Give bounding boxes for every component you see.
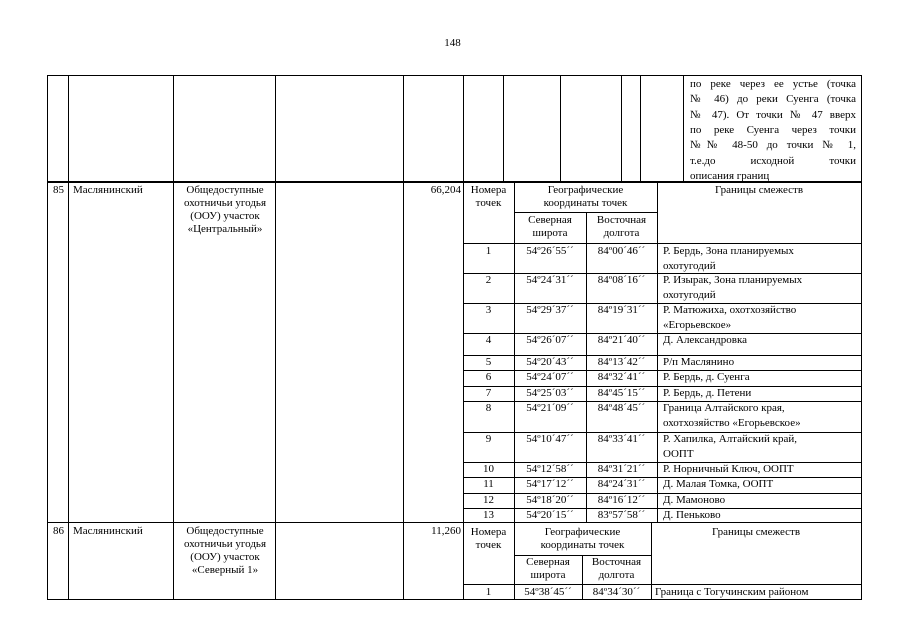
bottom-border [47,599,862,600]
column-rule [683,75,684,182]
longitude: 83º57´58´´ [597,509,646,521]
continuation-text: № 46) до реки Суенга (точка [690,93,856,106]
point-number: 12 [483,494,494,506]
latitude: 54º17´12´´ [526,478,574,490]
row-number: 86 [53,525,64,537]
column-rule [560,75,561,182]
header-rule [463,584,862,585]
border-description: Д. Пеньково [663,509,721,521]
latitude: 54º29´37´´ [526,304,574,316]
page-number: 148 [444,37,461,49]
longitude: 84º32´41´´ [597,371,646,383]
longitude: 84º08´16´´ [597,274,646,286]
border-description: ООПТ [663,447,694,460]
border-description: Р/п Маслянино [663,356,735,368]
border-description: Граница Алтайского края, [663,402,785,414]
header-points: Номера [470,184,507,196]
header-coords: координаты точек [540,539,625,551]
latitude: 54º25´03´´ [526,387,574,399]
row-number: 85 [53,184,64,196]
header-north: широта [532,227,568,239]
longitude: 84º16´12´´ [597,494,646,506]
latitude: 54º18´20´´ [526,494,574,506]
point-number: 1 [485,245,492,257]
column-rule [861,75,862,183]
header-coords: Географические [544,526,621,538]
point-number: 4 [485,334,492,346]
column-rule [651,523,652,600]
column-rule [657,183,658,523]
header-borders: Границы смежеств [711,526,801,538]
area-name: Общедоступные [186,525,264,537]
point-number: 1 [485,586,492,598]
longitude: 84º21´40´´ [597,334,646,346]
column-rule [640,75,641,182]
point-number: 7 [485,387,492,399]
column-rule [514,183,515,523]
column-rule [586,212,587,522]
column-rule [275,75,276,600]
longitude: 84º45´15´´ [597,387,646,399]
column-rule [861,523,862,600]
header-coords: Географические [547,184,624,196]
header-east: Восточная [596,214,647,226]
point-number: 2 [485,274,492,286]
longitude: 84º13´42´´ [597,356,646,368]
header-coords: координаты точек [543,197,628,209]
latitude: 54º38´45´´ [524,586,572,598]
border-description: Д. Мамоново [663,494,726,506]
column-rule [463,75,464,600]
continuation-text: № 47). От точки № 47 вверх [690,108,856,121]
border-description: Р. Норничный Ключ, ООПТ [663,463,794,475]
header-north: Северная [526,556,570,568]
latitude: 54º24´31´´ [526,274,574,286]
continuation-text: по реке через ее устье (точка [690,78,856,90]
column-rule [621,75,622,182]
border-description: Р. Матюжиха, охотхозяйство [663,304,797,316]
longitude: 84º19´31´´ [597,304,646,316]
header-points: точек [475,197,502,209]
latitude: 54º21´09´´ [526,402,574,414]
column-rule [514,523,515,600]
longitude: 84º31´21´´ [597,463,646,475]
column-rule [403,75,404,600]
continuation-text: т.е.до исходной точки [690,154,856,167]
header-east: долгота [603,227,640,239]
continuation-text: №№ 48-50 до точки № 1, [690,139,856,152]
border-description: Граница с Тогучинским районом [655,586,809,598]
border-description: Р. Бердь, д. Петени [663,387,752,399]
border-description: Р. Бердь, д. Суенга [663,371,750,383]
header-rule [514,212,657,213]
area-name: (ООУ) участок [190,210,260,222]
latitude: 54º26´55´´ [526,245,574,257]
border-description: «Егорьевское» [663,318,732,331]
point-number: 9 [485,433,492,445]
area-size: 11,260 [431,525,461,537]
area-name: охотничьи угодья [183,197,267,209]
longitude: 84º34´30´´ [592,586,641,598]
border-description: Р. Бердь, Зона планируемых [663,245,794,257]
area-name: Общедоступные [186,184,264,196]
latitude: 54º24´07´´ [526,371,574,383]
latitude: 54º12´58´´ [526,463,574,475]
column-rule [173,75,174,600]
latitude: 54º20´15´´ [526,509,574,521]
border-description: Д. Александровка [663,334,748,346]
continuation-text: по реке Суенга через точки [690,123,856,136]
border-description: охотхозяйство «Егорьевское» [663,416,801,429]
longitude: 84º48´45´´ [597,402,646,414]
longitude: 84º33´41´´ [597,433,646,445]
header-east: долгота [598,569,635,581]
point-number: 3 [485,304,492,316]
top-border [47,75,862,76]
district-name: Маслянинский [73,184,143,196]
header-points: точек [475,539,502,551]
column-rule [68,75,69,600]
longitude: 84º24´31´´ [597,478,646,490]
latitude: 54º26´07´´ [526,334,574,346]
border-description: охотугодий [663,259,716,272]
area-name: (ООУ) участок [190,551,260,563]
header-north: широта [530,569,566,581]
latitude: 54º20´43´´ [526,356,574,368]
continuation-text: описания границ [690,169,770,182]
point-number: 8 [485,402,492,414]
header-points: Номера [470,526,507,538]
point-number: 11 [483,478,494,490]
point-number: 5 [485,356,492,368]
border-description: Р. Изырак, Зона планируемых [663,274,803,286]
header-north: Северная [528,214,572,226]
row-86-top [47,522,862,523]
border-description: Р. Хапилка, Алтайский край, [663,433,798,445]
latitude: 54º10´47´´ [526,433,574,445]
header-rule [463,243,862,244]
area-name: «Северный 1» [191,564,259,576]
area-name: охотничьи угодья [183,538,267,550]
area-size: 66,204 [430,184,461,196]
header-borders: Границы смежеств [714,184,804,196]
header-east: Восточная [591,556,642,568]
column-rule [582,555,583,600]
column-rule [503,75,504,182]
point-number: 10 [483,463,494,475]
column-rule [861,183,862,523]
border-description: охотугодий [663,288,716,301]
point-number: 13 [483,509,494,521]
district-name: Маслянинский [73,525,143,537]
point-number: 6 [485,371,492,383]
area-name: «Центральный» [187,223,263,235]
longitude: 84º00´46´´ [597,245,646,257]
border-description: Д. Малая Томка, ООПТ [663,478,774,490]
column-rule [47,75,48,600]
